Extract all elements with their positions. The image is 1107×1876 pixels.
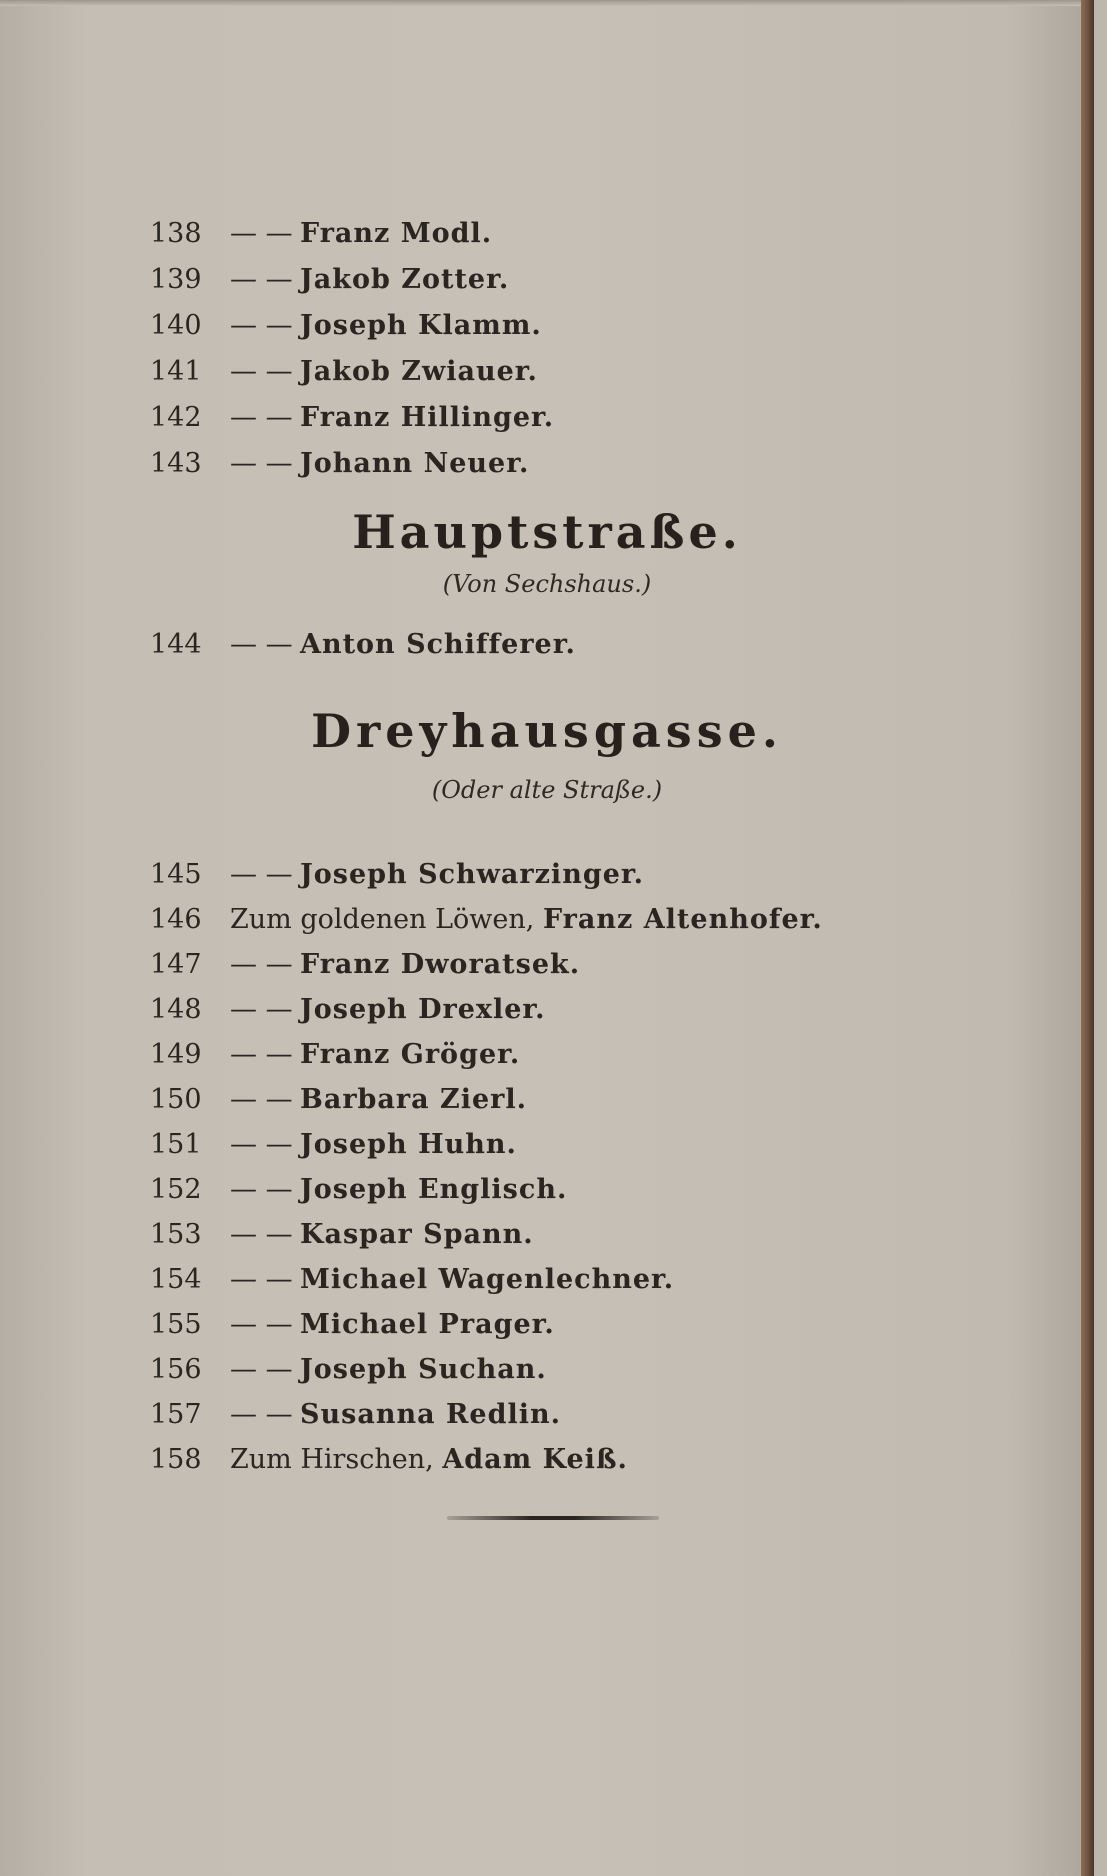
resident-name: Kaspar Spann. [300,1219,534,1250]
list-item [150,900,823,940]
list-item [150,352,538,392]
ditto-dash: — — [230,949,293,980]
section-heading: Hauptstraße. [352,505,742,559]
house-number: 146 [150,904,202,935]
resident-name: Franz Modl. [300,218,493,249]
list-item [150,1260,674,1300]
resident-name: Michael Prager. [300,1309,555,1340]
ditto-dash: — — [230,402,293,433]
ditto-dash: — — [230,448,293,479]
house-number: 148 [150,994,202,1025]
book-edge [1081,0,1094,1876]
ditto-dash: — — [230,1264,293,1295]
house-number: 152 [150,1174,202,1205]
list-item [150,1395,561,1435]
resident-name: Barbara Zierl. [300,1084,528,1115]
ditto-dash: — — [230,994,293,1025]
resident-name: Jakob Zwiauer. [300,356,538,387]
resident-name: Michael Wagenlechner. [300,1264,675,1295]
list-item [150,1035,520,1075]
list-item [150,945,580,985]
house-number: 156 [150,1354,202,1385]
ditto-dash: — — [230,218,293,249]
resident-name: Franz Altenhofer. [542,904,823,935]
ditto-dash: — — [230,1309,293,1340]
house-number: 154 [150,1264,202,1295]
list-item [150,214,492,254]
list-item [150,444,529,484]
ditto-dash: — — [230,1039,293,1070]
list-item [150,1305,555,1345]
list-item [150,1125,517,1165]
resident-name: Franz Gröger. [300,1039,521,1070]
house-number: 138 [150,218,202,249]
resident-name: Joseph Englisch. [300,1174,568,1205]
resident-name: Jakob Zotter. [300,264,510,295]
ditto-dash: — — [230,1174,293,1205]
resident-name: Franz Dworatsek. [300,949,581,980]
house-number: 139 [150,264,202,295]
house-number: 151 [150,1129,202,1160]
list-item [150,260,509,300]
resident-name: Franz Hillinger. [300,402,555,433]
end-divider [447,1516,659,1520]
house-number: 158 [150,1444,202,1475]
resident-name: Anton Schifferer. [300,629,576,660]
house-number: 153 [150,1219,202,1250]
list-item [150,1080,527,1120]
list-item [150,1350,547,1390]
list-item [150,1215,534,1255]
house-number: 140 [150,310,202,341]
ditto-dash: — — [230,629,293,660]
list-item [150,306,542,346]
ditto-dash: — — [230,1354,293,1385]
resident-name: Joseph Klamm. [300,310,542,341]
inn-sign: Zum goldenen Löwen, [230,904,535,935]
house-number: 145 [150,859,202,890]
inn-sign: Zum Hirschen, [230,1444,434,1475]
list-item [150,855,644,895]
top-page-shadow [0,0,1094,6]
house-number: 142 [150,402,202,433]
list-item [150,1170,567,1210]
resident-name: Joseph Drexler. [300,994,546,1025]
house-number: 157 [150,1399,202,1430]
ditto-dash: — — [230,264,293,295]
resident-name: Johann Neuer. [300,448,530,479]
house-number: 155 [150,1309,202,1340]
ditto-dash: — — [230,356,293,387]
section-subheading: (Von Sechshaus.) [442,570,652,598]
house-number: 143 [150,448,202,479]
ditto-dash: — — [230,1219,293,1250]
resident-name: Joseph Suchan. [300,1354,547,1385]
list-item [150,1440,628,1480]
house-number: 147 [150,949,202,980]
house-number: 150 [150,1084,202,1115]
house-number: 149 [150,1039,202,1070]
list-item [150,398,554,438]
house-number: 141 [150,356,202,387]
resident-name: Adam Keiß. [442,1444,628,1475]
ditto-dash: — — [230,1084,293,1115]
resident-name: Susanna Redlin. [300,1399,562,1430]
ditto-dash: — — [230,1399,293,1430]
list-item [150,990,546,1030]
ditto-dash: — — [230,1129,293,1160]
ditto-dash: — — [230,859,293,890]
house-number: 144 [150,629,202,660]
section-heading: Dreyhausgasse. [311,704,783,758]
resident-name: Joseph Schwarzinger. [300,859,645,890]
section-subheading: (Oder alte Straße.) [431,776,663,804]
ditto-dash: — — [230,310,293,341]
resident-name: Joseph Huhn. [300,1129,517,1160]
list-item [150,625,576,665]
